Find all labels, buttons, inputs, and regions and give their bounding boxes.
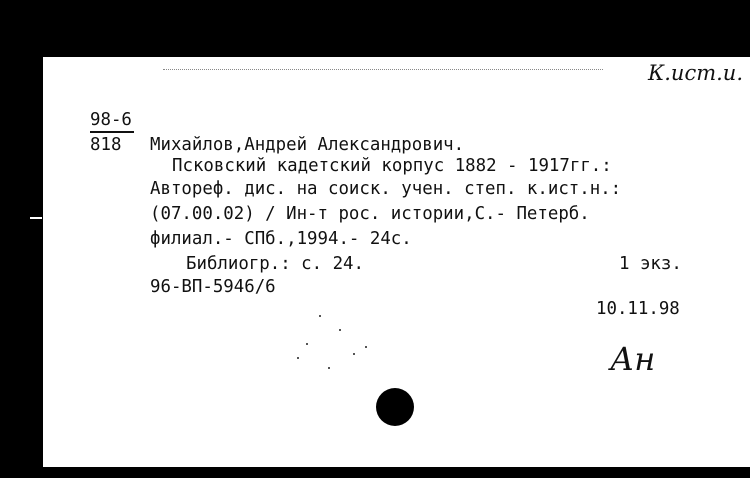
handwritten-signature: Ан bbox=[610, 340, 656, 378]
scan-speck bbox=[297, 357, 299, 359]
bibliography-note: Библиогр.: с. 24. bbox=[186, 254, 364, 274]
inventory-number: 96-ВП-5946/6 bbox=[150, 277, 276, 297]
title-line: Псковский кадетский корпус 1882 - 1917гг.: bbox=[172, 156, 612, 176]
author-heading: Михайлов,Андрей Александрович. bbox=[150, 135, 465, 155]
scan-speck bbox=[319, 315, 321, 317]
copies-count: 1 экз. bbox=[619, 254, 682, 274]
catalog-card bbox=[43, 57, 750, 467]
description-line-2: (07.00.02) / Ин-т рос. истории,С.- Петерб. bbox=[150, 204, 590, 224]
corner-handwritten-note: К.ист.и. bbox=[648, 61, 744, 85]
punch-hole bbox=[376, 388, 414, 426]
scan-speck bbox=[339, 329, 341, 331]
processing-date: 10.11.98 bbox=[596, 299, 680, 319]
shelf-mark: 98-6 bbox=[90, 110, 132, 130]
scan-speck bbox=[328, 367, 330, 369]
edge-mark bbox=[30, 217, 42, 219]
top-dotted-rule bbox=[163, 69, 603, 71]
shelf-mark-underline bbox=[90, 131, 134, 133]
description-line-3: филиал.- СПб.,1994.- 24с. bbox=[150, 229, 412, 249]
scan-speck bbox=[365, 346, 367, 348]
scan-speck bbox=[306, 343, 308, 345]
call-number: 818 bbox=[90, 135, 122, 155]
scan-speck bbox=[353, 353, 355, 355]
description-line-1: Автореф. дис. на соиск. учен. степ. к.ист.н.: bbox=[150, 179, 622, 199]
